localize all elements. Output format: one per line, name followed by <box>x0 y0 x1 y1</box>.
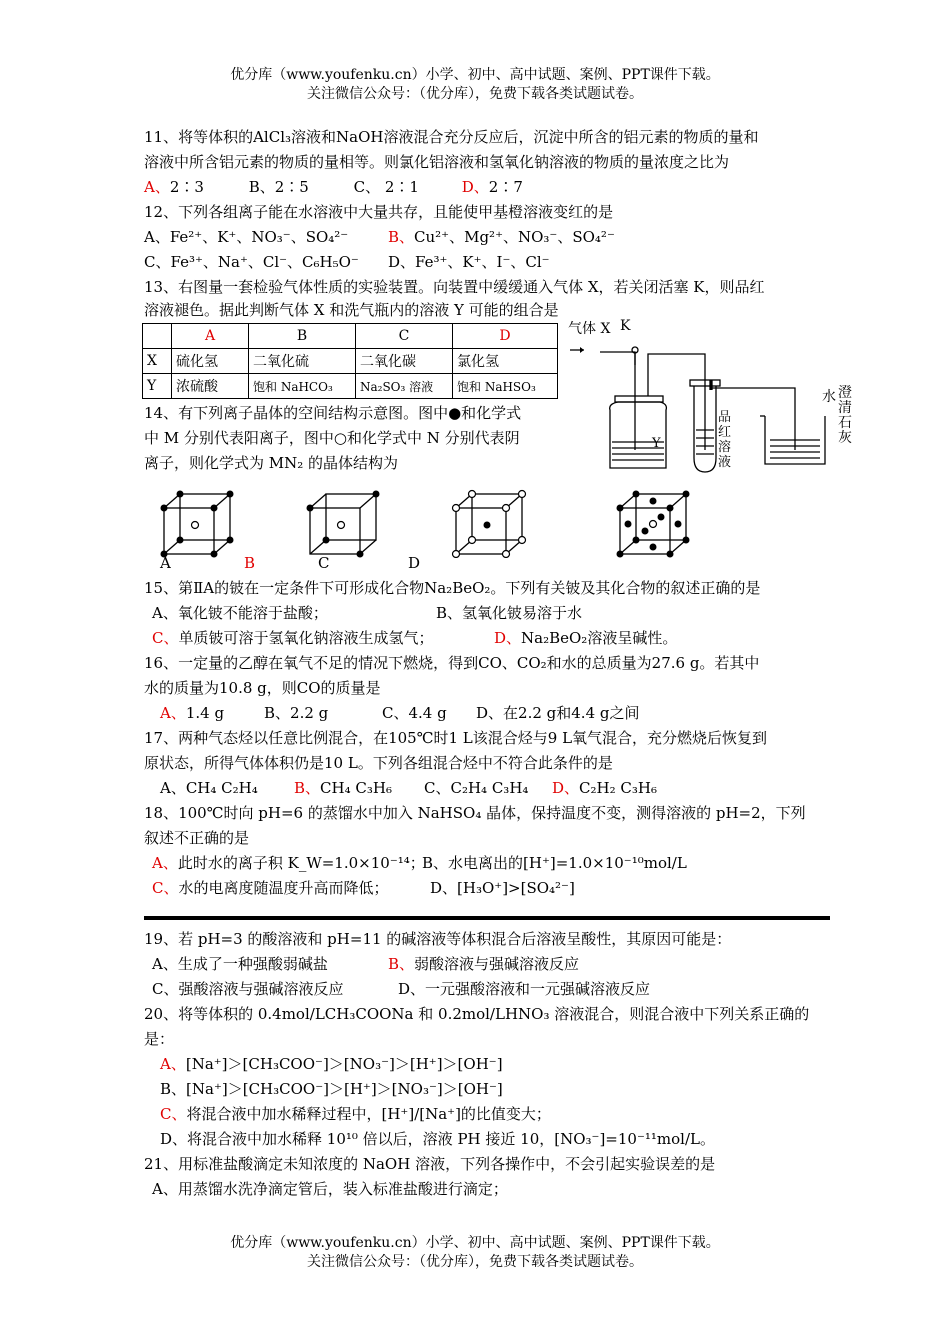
q12-option-d: D、Fe³⁺、K⁺、I⁻、Cl⁻ <box>388 253 550 271</box>
footer-line-1: 优分库（www.youfenku.cn）小学、初中、高中试题、案例、PPT课件下载。 <box>230 1235 720 1251</box>
q17-option-d-letter: D、 <box>552 779 580 797</box>
q18-option-c-letter: C、 <box>152 879 179 897</box>
q19-option-b: 弱酸溶液与强碱溶液反应 <box>414 955 580 973</box>
q19-options-ab <box>144 953 580 975</box>
pinhong-char: 液 <box>718 455 732 470</box>
q20-stem-2: 是： <box>144 1030 175 1048</box>
q11-option-a-letter: A、 <box>144 178 170 196</box>
header-line-1: 优分库（www.youfenku.cn）小学、初中、高中试题、案例、PPT课件下载。 <box>230 67 720 83</box>
solution-y-label: Y <box>652 436 661 451</box>
q14-stem-2: 中 M 分别代表阳离子，图中○和化学式中 N 分别代表阴 <box>144 429 520 447</box>
q15-option-c-letter: C、 <box>152 629 179 647</box>
q16-stem-2: 水的质量为10.8 g，则CO的质量是 <box>144 679 381 697</box>
q11-stem-1: 11、将等体积的AlCl₃溶液和NaOH溶液混合充分反应后，沉淀中所含的铝元素的物质的量和 <box>144 128 759 146</box>
q11-options <box>144 176 523 198</box>
footer-line-2: 关注微信公众号：（优分库），免费下载各类试题试卷。 <box>307 1254 643 1270</box>
q15-option-a: A、氧化铍不能溶于盐酸； <box>152 604 328 622</box>
q20-option-c: 将混合液中加水稀释过程中，[H⁺]/[Na⁺]的比值变大； <box>186 1105 551 1123</box>
q18-option-a-letter: A、 <box>152 854 178 872</box>
q16-option-a: 1.4 g <box>185 704 225 722</box>
crystal-structures <box>150 488 710 558</box>
q17-stem-2: 原状态，所得气体体积仍是10 L。下列各组混合烃中不符合此条件的是 <box>144 754 613 772</box>
q16-stem-1: 16、一定量的乙醇在氧气不足的情况下燃烧，得到CO、CO₂和水的总质量为27.6 g。若其中 <box>144 654 760 672</box>
gas-x-label: 气体 X <box>568 321 611 337</box>
pinhong-char: 红 <box>718 425 732 440</box>
q17-option-d: C₂H₂ C₃H₆ <box>579 779 657 797</box>
q12-option-a: A、Fe²⁺、K⁺、NO₃⁻、SO₄²⁻ <box>144 228 349 246</box>
lime-char: 清 <box>838 400 852 416</box>
q13-table-cell: 氯化氢 <box>453 349 558 374</box>
q19-options-cd <box>144 978 651 1000</box>
q12-stem: 12、下列各组离子能在水溶液中大量共存，且能使甲基橙溶液变红的是 <box>144 203 614 221</box>
q19-option-d: D、一元强酸溶液和一元强碱溶液反应 <box>398 980 651 998</box>
q13-table-header-row <box>143 324 558 349</box>
q18-option-a: 此时水的离子积 K_W=1.0×10⁻¹⁴； <box>177 854 425 872</box>
q19-option-a: A、生成了一种强酸弱碱盐 <box>152 955 328 973</box>
q13-table-cell: 硫化氢 <box>172 349 249 374</box>
q17-stem-1: 17、两种气态烃以任意比例混合，在105℃时1 L该混合烃与9 L氧气混合，充分燃烧后恢复到 <box>144 729 768 747</box>
q18-stem-1: 18、100℃时向 pH=6 的蒸馏水中加入 NaHSO₄ 晶体，保持温度不变，测得溶液的 pH=2，下列 <box>144 804 806 822</box>
q15-option-c: 单质铍可溶于氢氧化钠溶液生成氢气； <box>178 629 434 647</box>
valve-k-label: K <box>620 318 631 334</box>
q11-option-c: C、 2∶1 <box>353 178 419 196</box>
q19-stem: 19、若 pH=3 的酸溶液和 pH=11 的碱溶液等体积混合后溶液呈酸性，其原因可能是： <box>144 930 732 948</box>
header-line-2: 关注微信公众号：（优分库），免费下载各类试题试卷。 <box>307 86 643 102</box>
q17-option-c: C、C₂H₄ C₃H₄ <box>424 779 529 797</box>
q20-stem-1: 20、将等体积的 0.4mol/LCH₃COONa 和 0.2mol/LHNO₃ 溶液混合，则混合液中下列关系正确的 <box>144 1005 810 1023</box>
pinhong-char: 溶 <box>718 440 732 455</box>
water-label: 水 <box>822 389 836 405</box>
q13-stem-2: 溶液褪色。据此判断气体 X 和洗气瓶内的溶液 Y 可能的组合是 <box>144 301 559 319</box>
q15-options-cd <box>144 627 678 649</box>
q13-table-header <box>143 324 172 349</box>
q11-option-d: 2∶7 <box>488 178 523 196</box>
q17-option-b-letter: B、 <box>294 779 321 797</box>
q19-option-b-letter: B、 <box>388 955 415 973</box>
q13-table-cell: Na₂SO₃ 溶液 <box>356 374 453 399</box>
q11-option-a: 2∶3 <box>169 178 204 196</box>
q17-option-b: CH₄ C₃H₆ <box>320 779 392 797</box>
q13-table-cell: 浓硫酸 <box>172 374 249 399</box>
q13-table-header: C <box>356 324 453 349</box>
q16-option-d: D、在2.2 g和4.4 g之间 <box>476 704 640 722</box>
q12-option-b: Cu²⁺、Mg²⁺、NO₃⁻、SO₄²⁻ <box>414 228 615 246</box>
q13-table-cell: 二氧化碳 <box>356 349 453 374</box>
q12-option-b-letter: B、 <box>388 228 415 246</box>
q20-option-d: D、将混合液中加水稀释 10¹⁰ 倍以后，溶液 PH 接近 10，[NO₃⁻]=10⁻¹¹mol/L。 <box>160 1130 715 1148</box>
q13-stem-1: 13、右图量一套检验气体性质的实验装置。向装置中缓缓通入气体 X，若关闭活塞 K，则品红 <box>144 278 765 296</box>
q20-option-a-letter: A、 <box>160 1055 186 1073</box>
q18-stem-2: 叙述不正确的是 <box>144 829 250 847</box>
apparatus-diagram <box>560 330 850 475</box>
pinhong-char: 品 <box>718 410 732 425</box>
q16-option-c: C、4.4 g <box>382 704 447 722</box>
lime-char: 澄 <box>838 385 852 401</box>
q13-table-cell: Y <box>143 374 172 399</box>
q17-option-a: A、CH₄ C₂H₄ <box>160 779 258 797</box>
q13-table-cell: 二氧化硫 <box>249 349 356 374</box>
lime-char: 灰 <box>838 430 852 446</box>
q14-label-c: C <box>318 554 330 572</box>
q12-options-ab <box>144 226 615 248</box>
q13-table-header: A <box>172 324 249 349</box>
q13-table <box>142 323 558 399</box>
q14-stem-1: 14、有下列离子晶体的空间结构示意图。图中●和化学式 <box>144 404 522 422</box>
q13-table-header: D <box>453 324 558 349</box>
q15-option-d: Na₂BeO₂溶液呈碱性。 <box>521 629 678 647</box>
q11-option-d-letter: D、 <box>461 178 489 196</box>
q18-option-c: 水的电离度随温度升高而降低； <box>178 879 389 897</box>
q20-option-b: B、[Na⁺]＞[CH₃COO⁻]＞[H⁺]＞[NO₃⁻]＞[OH⁻] <box>160 1080 503 1098</box>
q14-label-a: A <box>160 554 171 572</box>
q15-options-ab <box>144 602 583 624</box>
q11-stem-2: 溶液中所含铝元素的物质的量相等。则氯化铝溶液和氢氧化钠溶液的物质的量浓度之比为 <box>144 153 730 171</box>
q20-option-c-line <box>160 1103 551 1125</box>
q14-stem-3: 离子，则化学式为 MN₂ 的晶体结构为 <box>144 454 399 472</box>
q14-label-b: B <box>244 554 256 572</box>
q21-stem: 21、用标准盐酸滴定未知浓度的 NaOH 溶液，下列各操作中，不会引起实验误差的是 <box>144 1155 716 1173</box>
q15-option-b: B、氢氧化铍易溶于水 <box>436 604 583 622</box>
q18-option-b: B、水电离出的[H⁺]=1.0×10⁻¹⁰mol/L <box>422 854 687 872</box>
q13-table-cell: 饱和 NaHCO₃ <box>249 374 356 399</box>
q18-options-ab <box>144 852 687 874</box>
q13-table-header: B <box>249 324 356 349</box>
q13-table-cell: 饱和 NaHSO₃ <box>453 374 558 399</box>
q16-option-a-letter: A、 <box>160 704 186 722</box>
q11-option-b: B、2∶5 <box>248 178 309 196</box>
lime-char: 石 <box>838 415 852 431</box>
q20-option-c-letter: C、 <box>160 1105 187 1123</box>
q14-label-d: D <box>408 554 421 572</box>
q18-option-d: D、[H₃O⁺]>[SO₄²⁻] <box>430 879 575 897</box>
q20-option-a: [Na⁺]＞[CH₃COO⁻]＞[NO₃⁻]＞[H⁺]＞[OH⁻] <box>185 1055 503 1073</box>
q21-option-a: A、用蒸馏水洗净滴定管后，装入标准盐酸进行滴定； <box>152 1180 508 1198</box>
q16-option-b: B、2.2 g <box>264 704 329 722</box>
q18-options-cd <box>144 877 575 899</box>
q15-stem: 15、第ⅡA的铍在一定条件下可形成化合物Na₂BeO₂。下列有关铍及其化合物的叙述正确的是 <box>144 579 761 597</box>
q16-options <box>144 702 640 724</box>
q12-option-c: C、Fe³⁺、Na⁺、Cl⁻、C₆H₅O⁻ <box>144 253 359 271</box>
q15-option-d-letter: D、 <box>494 629 522 647</box>
q12-options-cd <box>144 251 550 273</box>
q19-option-c: C、强酸溶液与强碱溶液反应 <box>152 980 344 998</box>
q20-option-a-line <box>160 1053 503 1075</box>
q17-options <box>144 777 657 799</box>
q13-table-cell: X <box>143 349 172 374</box>
q13-table-row <box>143 349 558 374</box>
q13-table-row <box>143 374 558 399</box>
section-divider <box>144 916 830 920</box>
